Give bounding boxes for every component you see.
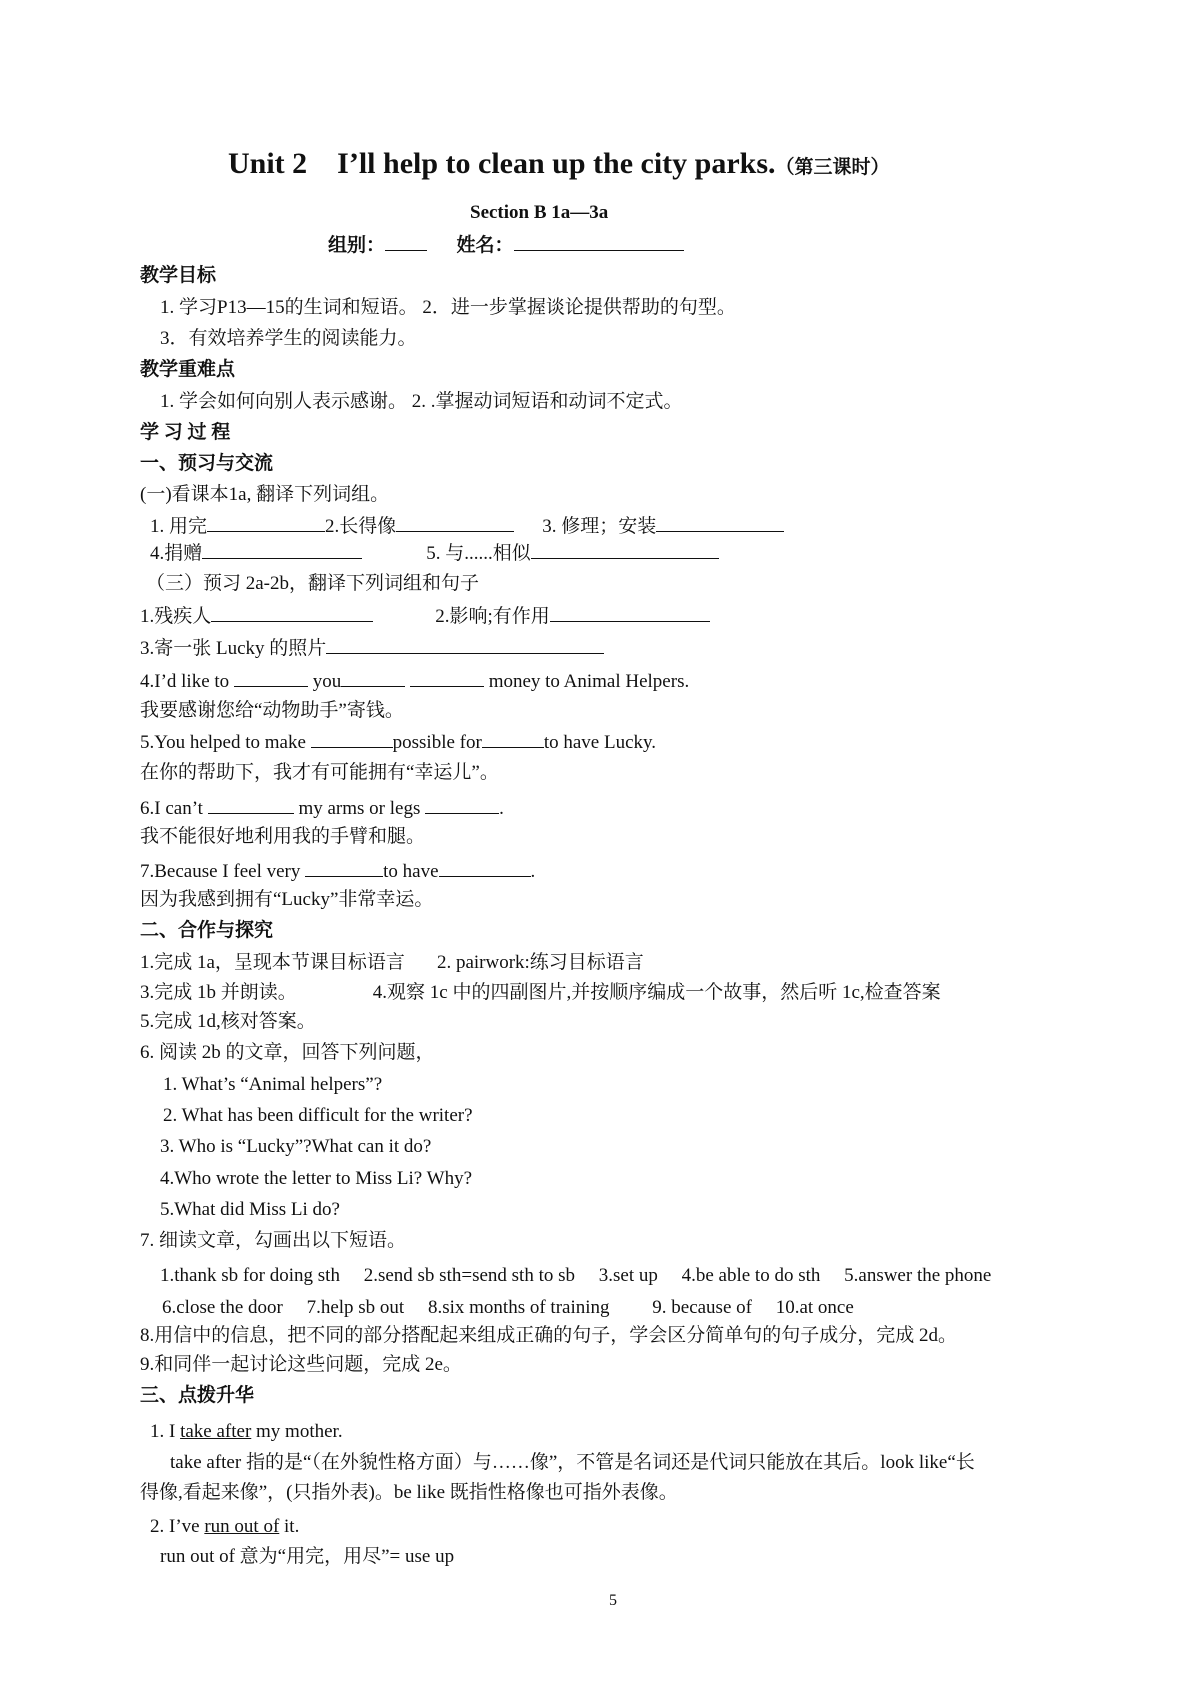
task-8: 8.用信中的信息，把不同的部分搭配起来组成正确的句子，学会区分简单句的句子成分，完成 2d。 bbox=[140, 1325, 958, 1346]
task-row-2 bbox=[140, 980, 941, 1006]
focus-heading: 教学重难点 bbox=[140, 359, 236, 380]
vocab-row-2 bbox=[150, 540, 719, 567]
example-2-note: run out of 意为“用完，用尽”= use up bbox=[160, 1546, 455, 1567]
sentence-7-part-b: to have bbox=[383, 861, 439, 882]
vocab-5: 5. 与......相似 bbox=[426, 543, 531, 564]
sentence-5 bbox=[140, 729, 656, 756]
question-3: 3. Who is “Lucky”?What can it do? bbox=[160, 1136, 432, 1157]
goals-line-1: 1. 学习P13—15的生词和短语。 2．进一步掌握谈论提供帮助的句型。 bbox=[160, 297, 736, 318]
part1-heading: 一、预习与交流 bbox=[140, 453, 274, 474]
question-4: 4.Who wrote the letter to Miss Li? Why? bbox=[160, 1168, 473, 1189]
phrase-2-blank[interactable] bbox=[550, 603, 710, 622]
name-blank[interactable] bbox=[514, 232, 684, 251]
sentence-7-blank-1[interactable] bbox=[305, 858, 383, 877]
phrase-3-blank[interactable] bbox=[326, 635, 604, 654]
vocab-1: 1. 用完 bbox=[150, 516, 208, 537]
sentence-4-cn: 我要感谢您给“动物助手”寄钱。 bbox=[140, 700, 404, 721]
sentence-4-blank-3[interactable] bbox=[410, 668, 484, 687]
task-3: 3.完成 1b 并朗读。 bbox=[140, 982, 297, 1003]
phrase-2: 2.影响;有作用 bbox=[435, 606, 550, 627]
sentence-5-blank-1[interactable] bbox=[311, 729, 393, 748]
sentence-7-blank-2[interactable] bbox=[439, 858, 531, 877]
sentence-4-part-a: 4.I’d like to bbox=[140, 671, 230, 692]
example-2-part-b: it. bbox=[279, 1516, 300, 1537]
phrase-list-1: 1.thank sb for doing sth 2.send sb sth=send sth to sb 3.set up 4.be able to do sth 5.answer the phone bbox=[160, 1265, 992, 1286]
sentence-4-part-c: money to Animal Helpers. bbox=[488, 671, 690, 692]
sentence-4-blank-2[interactable] bbox=[341, 668, 405, 687]
sentence-4-blank-1[interactable] bbox=[234, 668, 308, 687]
phrase-row-3 bbox=[140, 635, 604, 662]
phrase-1-blank[interactable] bbox=[211, 603, 373, 622]
vocab-4-blank[interactable] bbox=[202, 540, 362, 559]
sentence-6-part-b: my arms or legs bbox=[298, 798, 421, 819]
sentence-5-part-b: possible for bbox=[392, 732, 482, 753]
sentence-7 bbox=[140, 858, 535, 885]
phrase-list-2: 6.close the door 7.help sb out 8.six months of training 9. because of 10.at once bbox=[162, 1297, 854, 1318]
vocab-4: 4.捐赠 bbox=[150, 543, 203, 564]
goals-heading: 教学目标 bbox=[140, 265, 217, 286]
sentence-5-blank-2[interactable] bbox=[482, 729, 544, 748]
question-5: 5.What did Miss Li do? bbox=[160, 1199, 340, 1220]
example-1-part-b: my mother. bbox=[251, 1421, 343, 1442]
sentence-5-part-a: 5.You helped to make bbox=[140, 732, 306, 753]
example-1-part-a: 1. I bbox=[150, 1421, 181, 1442]
example-2 bbox=[150, 1514, 299, 1540]
task-7: 7. 细读文章，勾画出以下短语。 bbox=[140, 1230, 407, 1251]
phrase-3: 3.寄一张 Lucky 的照片 bbox=[140, 638, 327, 659]
section-subtitle: Section B 1a—3a bbox=[470, 202, 609, 223]
group-label: 组别： bbox=[328, 235, 386, 256]
sentence-6-part-a: 6.I can’t bbox=[140, 798, 203, 819]
task-9: 9.和同伴一起讨论这些问题，完成 2e。 bbox=[140, 1354, 462, 1375]
title-suffix: （第三课时） bbox=[775, 157, 890, 178]
example-1-note-1: take after 指的是“（在外貌性格方面）与……像”，不管是名词还是代词只能放在其后。look like“长 bbox=[170, 1452, 975, 1473]
part2-heading: 二、合作与探究 bbox=[140, 920, 274, 941]
page-number: 5 bbox=[609, 1592, 617, 1609]
task-6: 6. 阅读 2b 的文章，回答下列问题， bbox=[140, 1042, 435, 1063]
name-label: 姓名： bbox=[456, 235, 514, 256]
phrase-1: 1.残疾人 bbox=[140, 606, 212, 627]
sentence-4 bbox=[140, 668, 689, 695]
sentence-5-cn: 在你的帮助下，我才有可能拥有“幸运儿”。 bbox=[140, 762, 499, 783]
preview-heading: （三）预习 2a-2b，翻译下列词组和句子 bbox=[146, 573, 480, 594]
sentence-7-cn: 因为我感到拥有“Lucky”非常幸运。 bbox=[140, 889, 434, 910]
goals-line-2: 3．有效培养学生的阅读能力。 bbox=[160, 328, 417, 349]
part3-heading: 三、点拨升华 bbox=[140, 1385, 255, 1406]
sentence-5-part-c: to have Lucky. bbox=[543, 732, 657, 753]
part1-intro: (一)看课本1a, 翻译下列词组。 bbox=[140, 484, 390, 505]
sentence-6-blank-1[interactable] bbox=[208, 795, 294, 814]
sentence-7-part-a: 7.Because I feel very bbox=[140, 861, 301, 882]
example-2-part-a: 2. I’ve bbox=[150, 1516, 205, 1537]
question-2: 2. What has been difficult for the writer? bbox=[163, 1105, 473, 1126]
sentence-6-cn: 我不能很好地利用我的手臂和腿。 bbox=[140, 826, 426, 847]
vocab-3-blank[interactable] bbox=[656, 513, 784, 532]
group-name-line bbox=[328, 232, 684, 259]
task-2: 2. pairwork:练习目标语言 bbox=[436, 952, 644, 973]
focus-line-1: 1. 学会如何向别人表示感谢。 2. .掌握动词短语和动词不定式。 bbox=[160, 391, 683, 412]
sentence-6-blank-2[interactable] bbox=[425, 795, 499, 814]
phrase-row-1 bbox=[140, 603, 710, 630]
task-1: 1.完成 1a，呈现本节课目标语言 bbox=[140, 952, 405, 973]
vocab-row-1 bbox=[150, 513, 784, 540]
process-heading: 学 习 过 程 bbox=[140, 422, 231, 443]
vocab-3: 3. 修理；安装 bbox=[542, 516, 657, 537]
vocab-2-blank[interactable] bbox=[396, 513, 514, 532]
sentence-6-part-c: . bbox=[499, 798, 504, 819]
group-blank[interactable] bbox=[385, 232, 427, 251]
vocab-2: 2.长得像 bbox=[325, 516, 397, 537]
example-1 bbox=[150, 1419, 343, 1445]
sentence-7-part-c: . bbox=[530, 861, 536, 882]
vocab-1-blank[interactable] bbox=[207, 513, 325, 532]
sentence-6 bbox=[140, 795, 504, 822]
task-5: 5.完成 1d,核对答案。 bbox=[140, 1011, 316, 1032]
task-row-1 bbox=[140, 950, 644, 976]
example-1-note-2: 得像,看起来像”，(只指外表)。be like 既指性格像也可指外表像。 bbox=[140, 1482, 678, 1503]
task-4: 4.观察 1c 中的四副图片,并按顺序编成一个故事，然后听 1c,检查答案 bbox=[372, 982, 941, 1003]
example-2-underlined: run out of bbox=[204, 1516, 280, 1537]
title-main: Unit 2 I’ll help to clean up the city parks. bbox=[228, 147, 776, 180]
question-1: 1. What’s “Animal helpers”? bbox=[163, 1074, 383, 1095]
example-1-underlined: take after bbox=[180, 1421, 252, 1442]
vocab-5-blank[interactable] bbox=[531, 540, 719, 559]
page-title bbox=[228, 146, 890, 186]
sentence-4-part-b: you bbox=[312, 671, 342, 692]
